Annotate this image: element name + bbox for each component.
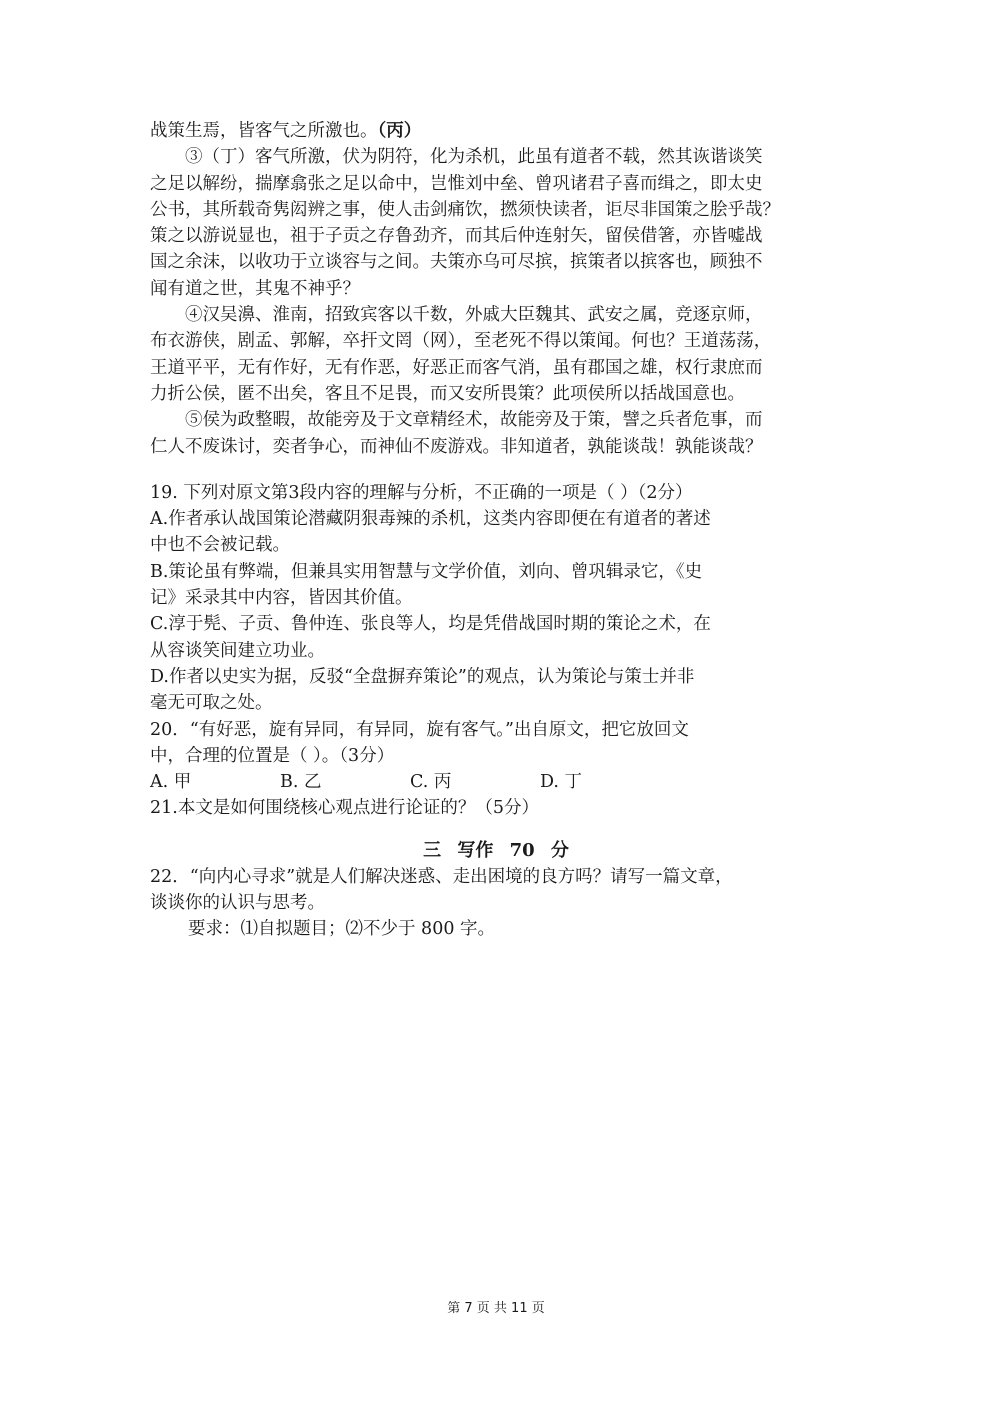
question-20-stem-line-2: 中，合理的位置是（ ）。（3分） <box>150 745 395 766</box>
passage-line-5: 策之以游说显也，祖于子贡之存鲁劲齐，而其后仲连射矢，留侯借箸，亦皆嘘战 <box>150 226 763 247</box>
exam-page-content <box>150 118 842 943</box>
question-19-option-b-line-1: B.策论虽有弊端，但兼具实用智慧与文学价值，刘向、曾巩辑录它，《史 <box>150 561 703 582</box>
marker-bing: （丙） <box>377 121 422 141</box>
passage-line-2: ③（丁）客气所激，伏为阴符，化为杀机，此虽有道者不载，然其诙谐谈笑 <box>185 147 763 168</box>
passage-line-4: 公书，其所载奇隽闳辨之事，使人击剑痛饮，撚须快读者，讵尽非国策之脍乎哉？ <box>150 199 780 220</box>
passage-line-6: 国之余沫，以收功于立谈容与之间。夫策亦乌可尽摈，摈策者以摈客也，顾独不 <box>150 252 763 273</box>
spacer <box>150 460 842 480</box>
question-20-stem-line-1: 20．“有好恶，旋有异同，有异同，旋有客气。”出自原文，把它放回文 <box>150 719 689 740</box>
passage-line-1-text: 战策生焉，皆客气之所激也。 <box>150 121 378 141</box>
question-21-stem: 21.本文是如何围绕核心观点进行论证的？（5分） <box>150 798 539 819</box>
passage-line-11: 力折公侯，匿不出矣，客且不足畏，而又安所畏策？此项侯所以括战国意也。 <box>150 383 745 404</box>
question-19-option-a-line-1: A.作者承认战国策论潜藏阴狠毒辣的杀机，这类内容即便在有道者的著述 <box>150 509 711 530</box>
question-19-option-a-line-2: 中也不会被记载。 <box>150 535 290 556</box>
question-19-option-b-line-2: 记》采录其中内容，皆因其价值。 <box>150 588 413 609</box>
question-22-line-2: 谈谈你的认识与思考。 <box>150 893 325 914</box>
passage-line-3: 之足以解纷，揣摩翕张之足以命中，岂惟刘中垒、曾巩诸君子喜而缉之，即太史 <box>150 173 763 194</box>
question-20-option-a: A. 甲 <box>150 772 192 793</box>
passage-line-10: 王道平平，无有作好，无有作恶，好恶正而客气消，虽有郡国之雄，权行隶庶而 <box>150 357 763 378</box>
question-20-option-c: C. 丙 <box>410 772 452 793</box>
page-footer: 第 7 页 共 11 页 <box>447 1301 545 1316</box>
question-22-line-1: 22．“向内心寻求”就是人们解决迷惑、走出困境的良方吗？请写一篇文章， <box>150 866 733 887</box>
question-20-option-b: B. 乙 <box>280 772 322 793</box>
question-19-option-c-line-1: C.淳于髡、子贡、鲁仲连、张良等人，均是凭借战国时期的策论之术，在 <box>150 614 711 635</box>
question-19-option-d-line-2: 毫无可取之处。 <box>150 693 273 714</box>
writing-requirement: 要求：⑴自拟题目；⑵不少于 800 字。 <box>188 919 496 940</box>
passage-line-1 <box>150 118 842 144</box>
question-20-option-d: D. 丁 <box>540 772 583 793</box>
question-19-option-c-line-2: 从容谈笑间建立功业。 <box>150 640 325 661</box>
writing-section-title: 三 写作 70 分 <box>423 839 569 861</box>
passage-line-13: 仁人不废诛讨，奕者争心，而神仙不废游戏。非知道者，孰能谈哉！孰能谈哉？ <box>150 436 763 457</box>
question-20-options <box>150 769 842 795</box>
passage-line-8: ④汉吴濞、淮南，招致宾客以千数，外戚大臣魏其、武安之属，竞逐京师， <box>185 305 763 326</box>
passage-line-9: 布衣游侠，剧孟、郭解，卒扞文罔（网），至老死不得以策闻。何也？王道荡荡， <box>150 331 772 352</box>
passage-line-7: 闻有道之世，其鬼不神乎？ <box>150 278 360 299</box>
question-19-option-d-line-1: D.作者以史实为据，反驳“全盘摒弃策论”的观点，认为策论与策士并非 <box>150 666 695 687</box>
question-19-stem: 19. 下列对原文第3段内容的理解与分析，不正确的一项是（ ）（2分） <box>150 482 693 503</box>
passage-line-12: ⑤侯为政整暇，故能旁及于文章精经术，故能旁及于策，譬之兵者危事，而 <box>185 410 763 431</box>
